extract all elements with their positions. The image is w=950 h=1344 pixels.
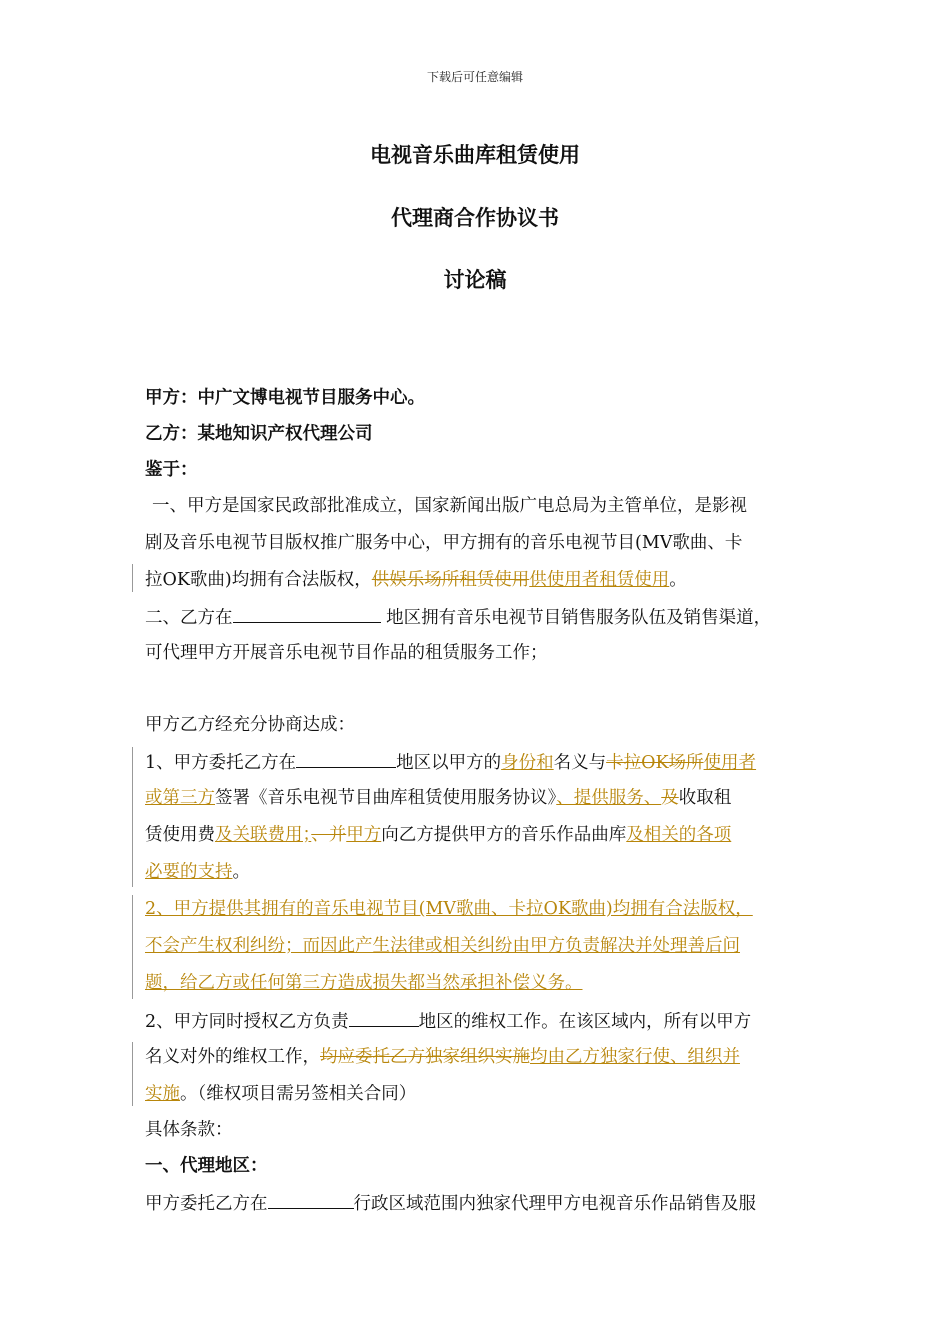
party-b: 乙方：某地知识产权代理公司 [145, 424, 373, 444]
blank-field [296, 749, 396, 768]
section-1-line-1 [145, 1190, 756, 1216]
inserted-text: 均由乙方独家行使、组织并 [530, 1047, 740, 1067]
change-bar [132, 895, 133, 999]
text-segment: 行政区域范围内独家代理甲方电视音乐作品销售及服 [353, 1194, 756, 1214]
inserted-clause-2-line-1: 2、甲方提供其拥有的音乐电视节目(MV歌曲、卡拉OK歌曲)均拥有合法版权， [145, 899, 753, 919]
change-bar [132, 564, 133, 592]
text-segment: 赁使用费 [145, 825, 215, 845]
inserted-clause-2-line-2: 不会产生权利纠纷；而因此产生法律或相关纠纷由甲方负责解决并处理善后问 [145, 936, 740, 956]
deleted-text: 卡拉OK场所 [606, 753, 704, 773]
party-a: 甲方：中广文博电视节目服务中心。 [145, 388, 425, 408]
inserted-text: 身份和 [501, 753, 554, 773]
inserted-text: 实施 [145, 1084, 180, 1104]
clause-2-line-3 [145, 1082, 416, 1106]
whereas-heading: 鉴于： [145, 460, 198, 480]
clause-2-line-2 [145, 1045, 740, 1069]
text-segment: 2、甲方同时授权乙方负责 [145, 1012, 349, 1032]
inserted-text: 使用者 [703, 753, 757, 773]
whereas-2-line-1 [145, 604, 771, 630]
text-segment: 地区拥有音乐电视节目销售服务队伍及销售渠道， [386, 608, 772, 628]
inserted-text: 及相关的各项 [626, 825, 732, 845]
text-segment: 。（维权项目需另签相关合同） [180, 1084, 417, 1104]
text-segment: 二、乙方在 [145, 608, 233, 628]
deleted-text: 、并 [311, 825, 347, 845]
document-title-line-1: 电视音乐曲库租赁使用 [370, 143, 580, 167]
text-segment: 。 [232, 862, 250, 882]
agreed-intro: 甲方乙方经充分协商达成： [145, 715, 355, 735]
text-segment: 收取租 [678, 788, 732, 808]
whereas-1-line-3 [145, 568, 687, 592]
section-1-heading: 一、代理地区： [145, 1156, 268, 1176]
text-segment: 甲方委托乙方在 [145, 1194, 268, 1214]
deleted-text: 及 [661, 788, 679, 808]
inserted-text: 必要的支持 [145, 862, 233, 882]
specific-terms-heading: 具体条款： [145, 1120, 233, 1140]
text-segment: 签署《音乐电视节目曲库租赁使用服务协议》 [215, 788, 557, 808]
text-segment: 名义与 [553, 753, 607, 773]
blank-field [349, 1008, 419, 1027]
inserted-clause-2-line-3: 题，给乙方或任何第三方造成损失都当然承担补偿义务。 [145, 973, 583, 993]
clause-1-line-2 [145, 786, 731, 810]
text-segment: 拉OK歌曲)均拥有合法版权， [145, 570, 372, 590]
document-title-line-2: 代理商合作协议书 [391, 206, 559, 230]
inserted-text: 、提供服务、 [556, 788, 662, 808]
document-title-draft: 讨论稿 [443, 268, 507, 292]
header-note: 下载后可任意编辑 [426, 70, 523, 84]
text-segment: 1、甲方委托乙方在 [145, 753, 297, 773]
text-segment: 地区以甲方的 [396, 753, 502, 773]
text-segment: 地区的维权工作。在该区域内，所有以甲方 [418, 1012, 752, 1032]
blank-field [233, 604, 381, 623]
inserted-text: 供使用者租赁使用 [529, 570, 670, 590]
whereas-1-line-1: 一、甲方是国家民政部批准成立，国家新闻出版广电总局为主管单位，是影视 [152, 496, 747, 516]
whereas-2-line-2: 可代理甲方开展音乐电视节目作品的租赁服务工作； [145, 643, 548, 663]
blank-field [268, 1190, 354, 1209]
clause-2-line-1 [145, 1008, 751, 1034]
change-bar [132, 747, 133, 887]
inserted-text: 或第三方 [145, 788, 215, 808]
whereas-1-line-2: 剧及音乐电视节目版权推广服务中心，甲方拥有的音乐电视节目(MV歌曲、卡 [145, 533, 743, 553]
change-bar [132, 1042, 133, 1106]
inserted-text: 及关联费用； [215, 825, 312, 845]
clause-1-line-1 [145, 749, 756, 775]
deleted-text: 供娱乐场所租赁使用 [371, 570, 530, 590]
clause-1-line-3 [145, 823, 731, 847]
text-segment: 。 [669, 570, 687, 590]
clause-1-line-4 [145, 860, 250, 884]
deleted-text: 均应委托乙方独家组织实施 [320, 1047, 530, 1067]
inserted-text: 甲方 [346, 825, 382, 845]
text-segment: 向乙方提供甲方的音乐作品曲库 [381, 825, 627, 845]
text-segment: 名义对外的维权工作， [145, 1047, 320, 1067]
